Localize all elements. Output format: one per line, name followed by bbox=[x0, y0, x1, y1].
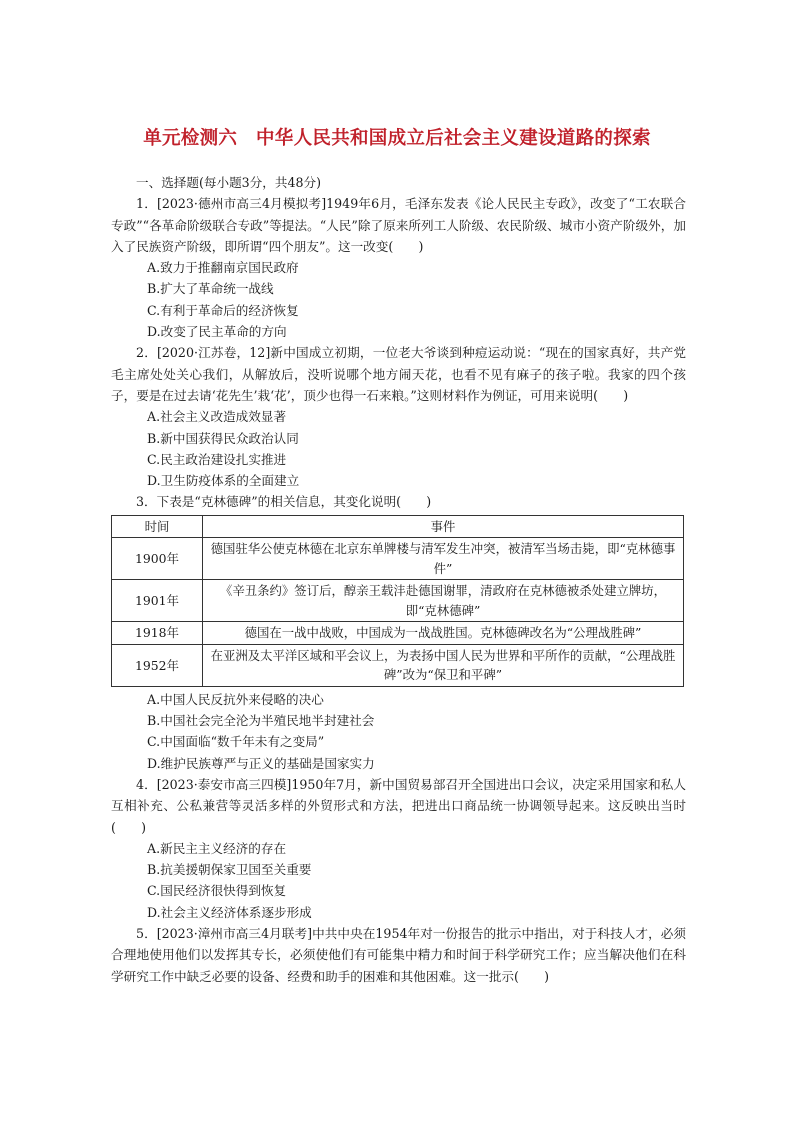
question-1-option-a[interactable]: A.致力于推翻南京国民政府 bbox=[147, 260, 299, 276]
question-2-option-b[interactable]: B.新中国获得民众政治认同 bbox=[147, 430, 299, 446]
question-2-option-a[interactable]: A.社会主义改造成效显著 bbox=[147, 409, 287, 425]
question-1-option-b[interactable]: B.扩大了革命统一战线 bbox=[147, 281, 274, 297]
question-3-option-a[interactable]: A.中国人民反抗外来侵略的决心 bbox=[147, 691, 324, 707]
section-heading: 一、选择题(每小题3分，共48分) bbox=[136, 175, 321, 190]
table-cell-year: 1900年 bbox=[112, 538, 203, 580]
question-4-option-c[interactable]: C.国民经济很快得到恢复 bbox=[147, 883, 287, 899]
question-3-option-c[interactable]: C.中国面临“数千年未有之变局” bbox=[147, 734, 325, 750]
question-4-option-b[interactable]: B.抗美援朝保家卫国至关重要 bbox=[147, 862, 312, 878]
question-1-option-d[interactable]: D.改变了民主革命的方向 bbox=[147, 324, 287, 340]
table-cell-year: 1952年 bbox=[112, 644, 203, 686]
table-cell-year: 1901年 bbox=[112, 580, 203, 622]
page-title: 单元检测六 中华人民共和国成立后社会主义建设道路的探索 bbox=[143, 128, 651, 149]
question-4-option-d[interactable]: D.社会主义经济体系逐步形成 bbox=[147, 904, 312, 920]
question-1-option-c[interactable]: C.有利于革命后的经济恢复 bbox=[147, 302, 299, 318]
question-3-option-b[interactable]: B.中国社会完全沦为半殖民地半封建社会 bbox=[147, 713, 375, 729]
exam-body bbox=[111, 172, 686, 987]
question-3-stem: 3．下表是“克林德碑”的相关信息，其变化说明( ) bbox=[136, 494, 432, 510]
table-cell-event: 在亚洲及太平洋区域和平会议上，为表扬中国人民为世界和平所作的贡献，“公理战胜碑”改为“保卫和平碑” bbox=[203, 644, 684, 686]
question-4-stem: 4．[2023·泰安市高三四模]1950年7月，新中国贸易部召开全国进出口会议，决定采用国家和私人互相补充、公私兼营等灵活多样的外贸形式和方法，把进出口商品统一协调领导起来。这反映出当时( ) bbox=[111, 776, 686, 835]
table-row bbox=[112, 538, 684, 580]
question-4-option-a[interactable]: A.新民主主义经济的存在 bbox=[147, 840, 287, 856]
table-cell-event: 《辛丑条约》签订后，醇亲王载沣赴德国谢罪，清政府在克林德被杀处建立牌坊，即“克林德碑” bbox=[203, 580, 684, 622]
question-2-stem: 2．[2020·江苏卷，12]新中国成立初期，一位老大爷谈到种痘运动说：“现在的国家真好，共产党毛主席处处关心我们，从解放后，没听说哪个地方闹天花，也看不见有麻子的孩子啦。我家的四个孩子，要是在过去请‘花先生’栽‘花’，顶少也得一石来粮。”这则材料作为例证，可用来说明( ) bbox=[111, 345, 686, 403]
question-2-option-d[interactable]: D.卫生防疫体系的全面建立 bbox=[147, 473, 300, 489]
table-header-row bbox=[112, 515, 684, 538]
question-3-option-d[interactable]: D.维护民族尊严与正义的基础是国家实力 bbox=[147, 755, 375, 771]
table-cell-year: 1918年 bbox=[112, 622, 203, 645]
question-5-stem: 5．[2023·漳州市高三4月联考]中共中央在1954年对一份报告的批示中指出，对于科技人才，必须合理地使用他们以发挥其专长，必须使他们有可能集中精力和时间于科学研究工作；应当解决他们在科学研究工作中缺乏必要的设备、经费和助手的困难和其他困难。这一批示( ) bbox=[111, 926, 686, 984]
table-row bbox=[112, 644, 684, 686]
table-cell-event: 德国驻华公使克林德在北京东单牌楼与清军发生冲突，被清军当场击毙，即“克林德事件” bbox=[203, 538, 684, 580]
table-header-cell: 时间 bbox=[112, 515, 203, 538]
question-1-stem: 1．[2023·德州市高三4月模拟考]1949年6月，毛泽东发表《论人民民主专政》，改变了“工农联合专政”“各革命阶级联合专政”等提法。“人民”除了原来所列工人阶级、农民阶级、城市小资产阶级外，加入了民族资产阶级，即所谓“四个朋友”。这一改变( ) bbox=[111, 196, 686, 254]
table-cell-event: 德国在一战中战败，中国成为一战战胜国。克林德碑改名为“公理战胜碑” bbox=[203, 622, 684, 645]
question-2-option-c[interactable]: C.民主政治建设扎实推进 bbox=[147, 451, 287, 467]
table-row bbox=[112, 580, 684, 622]
table-row bbox=[112, 622, 684, 645]
kettler-memorial-table bbox=[111, 515, 684, 687]
table-header-cell: 事件 bbox=[203, 515, 684, 538]
